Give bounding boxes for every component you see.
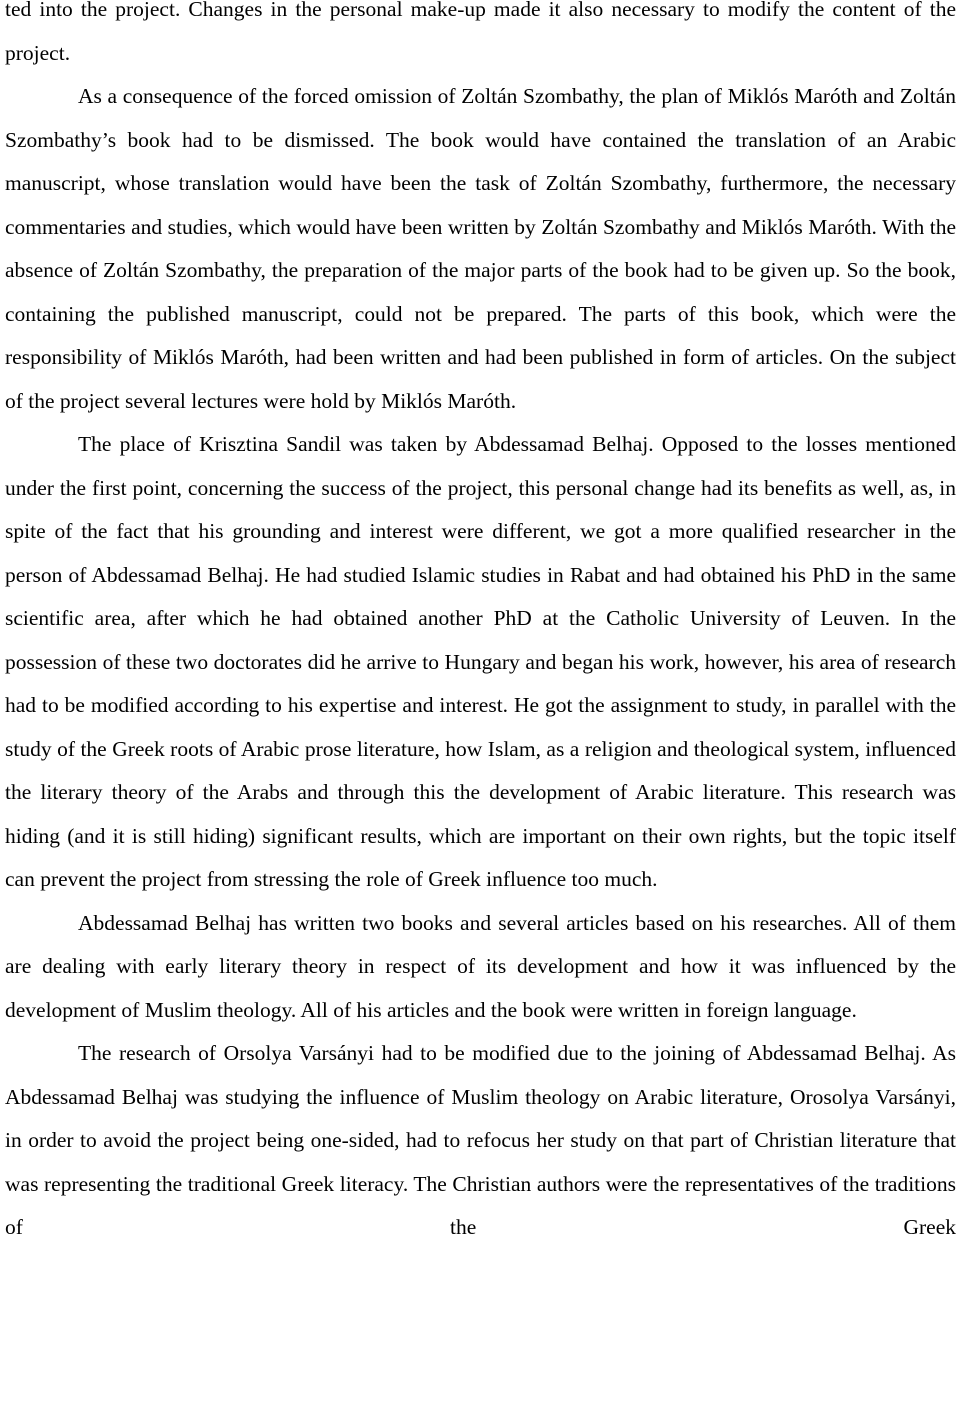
paragraph-belhaj-books: Abdessamad Belhaj has written two books and several articles based on his researches. All of them are dealing with early literary theory in respect of its development and how it was influenced by the development of Muslim theology. All of his articles and the book were written in foreign language.	[5, 910, 956, 1022]
document-page	[5, 0, 956, 1250]
paragraph-varsanyi-research: The research of Orsolya Varsányi had to be modified due to the joining of Abdessamad Belhaj. As Abdessamad Belhaj was studying the influence of Muslim theology on Arabic literature, Orosolya Varsányi, in order to avoid the project being one-sided, had to refocus her study on that part of Christian literature that was representing the traditional Greek literacy. The Christian authors were the representatives of the traditions of the Greek	[5, 1041, 956, 1239]
paragraph-szombathy-omission: As a consequence of the forced omission of Zoltán Szombathy, the plan of Miklós Maróth and Zoltán Szombathy’s book had to be dismissed. The book would have contained the translation of an Arabic manuscript, whose translation would have been the task of Zoltán Szombathy, furthermore, the necessary commentaries and studies, which would have been written by Zoltán Szombathy and Miklós Maróth. With the absence of Zoltán Szombathy, the preparation of the major parts of the book had to be given up. So the book, containing the published manuscript, could not be prepared. The parts of this book, which were the responsibility of Miklós Maróth, had been written and had been published in form of articles. On the subject of the project several lectures were hold by Miklós Maróth.	[5, 84, 956, 413]
paragraph-continuation: ted into the project. Changes in the personal make-up made it also necessary to modify the content of the project.	[5, 0, 956, 65]
paragraph-belhaj-replacement: The place of Krisztina Sandil was taken by Abdessamad Belhaj. Opposed to the losses mentioned under the first point, concerning the success of the project, this personal change had its benefits as well, as, in spite of the fact that his grounding and interest were different, we got a more qualified researcher in the person of Abdessamad Belhaj. He had studied Islamic studies in Rabat and had obtained his PhD in the same scientific area, after which he had obtained another PhD at the Catholic University of Leuven. In the possession of these two doctorates did he arrive to Hungary and began his work, however, his area of research had to be modified according to his expertise and interest. He got the assignment to study, in parallel with the study of the Greek roots of Arabic prose literature, how Islam, as a religion and theological system, influenced the literary theory of the Arabs and through this the development of Arabic literature. This research was hiding (and it is still hiding) significant results, which are important on their own rights, but the topic itself can prevent the project from stressing the role of Greek influence too much.	[5, 432, 956, 891]
